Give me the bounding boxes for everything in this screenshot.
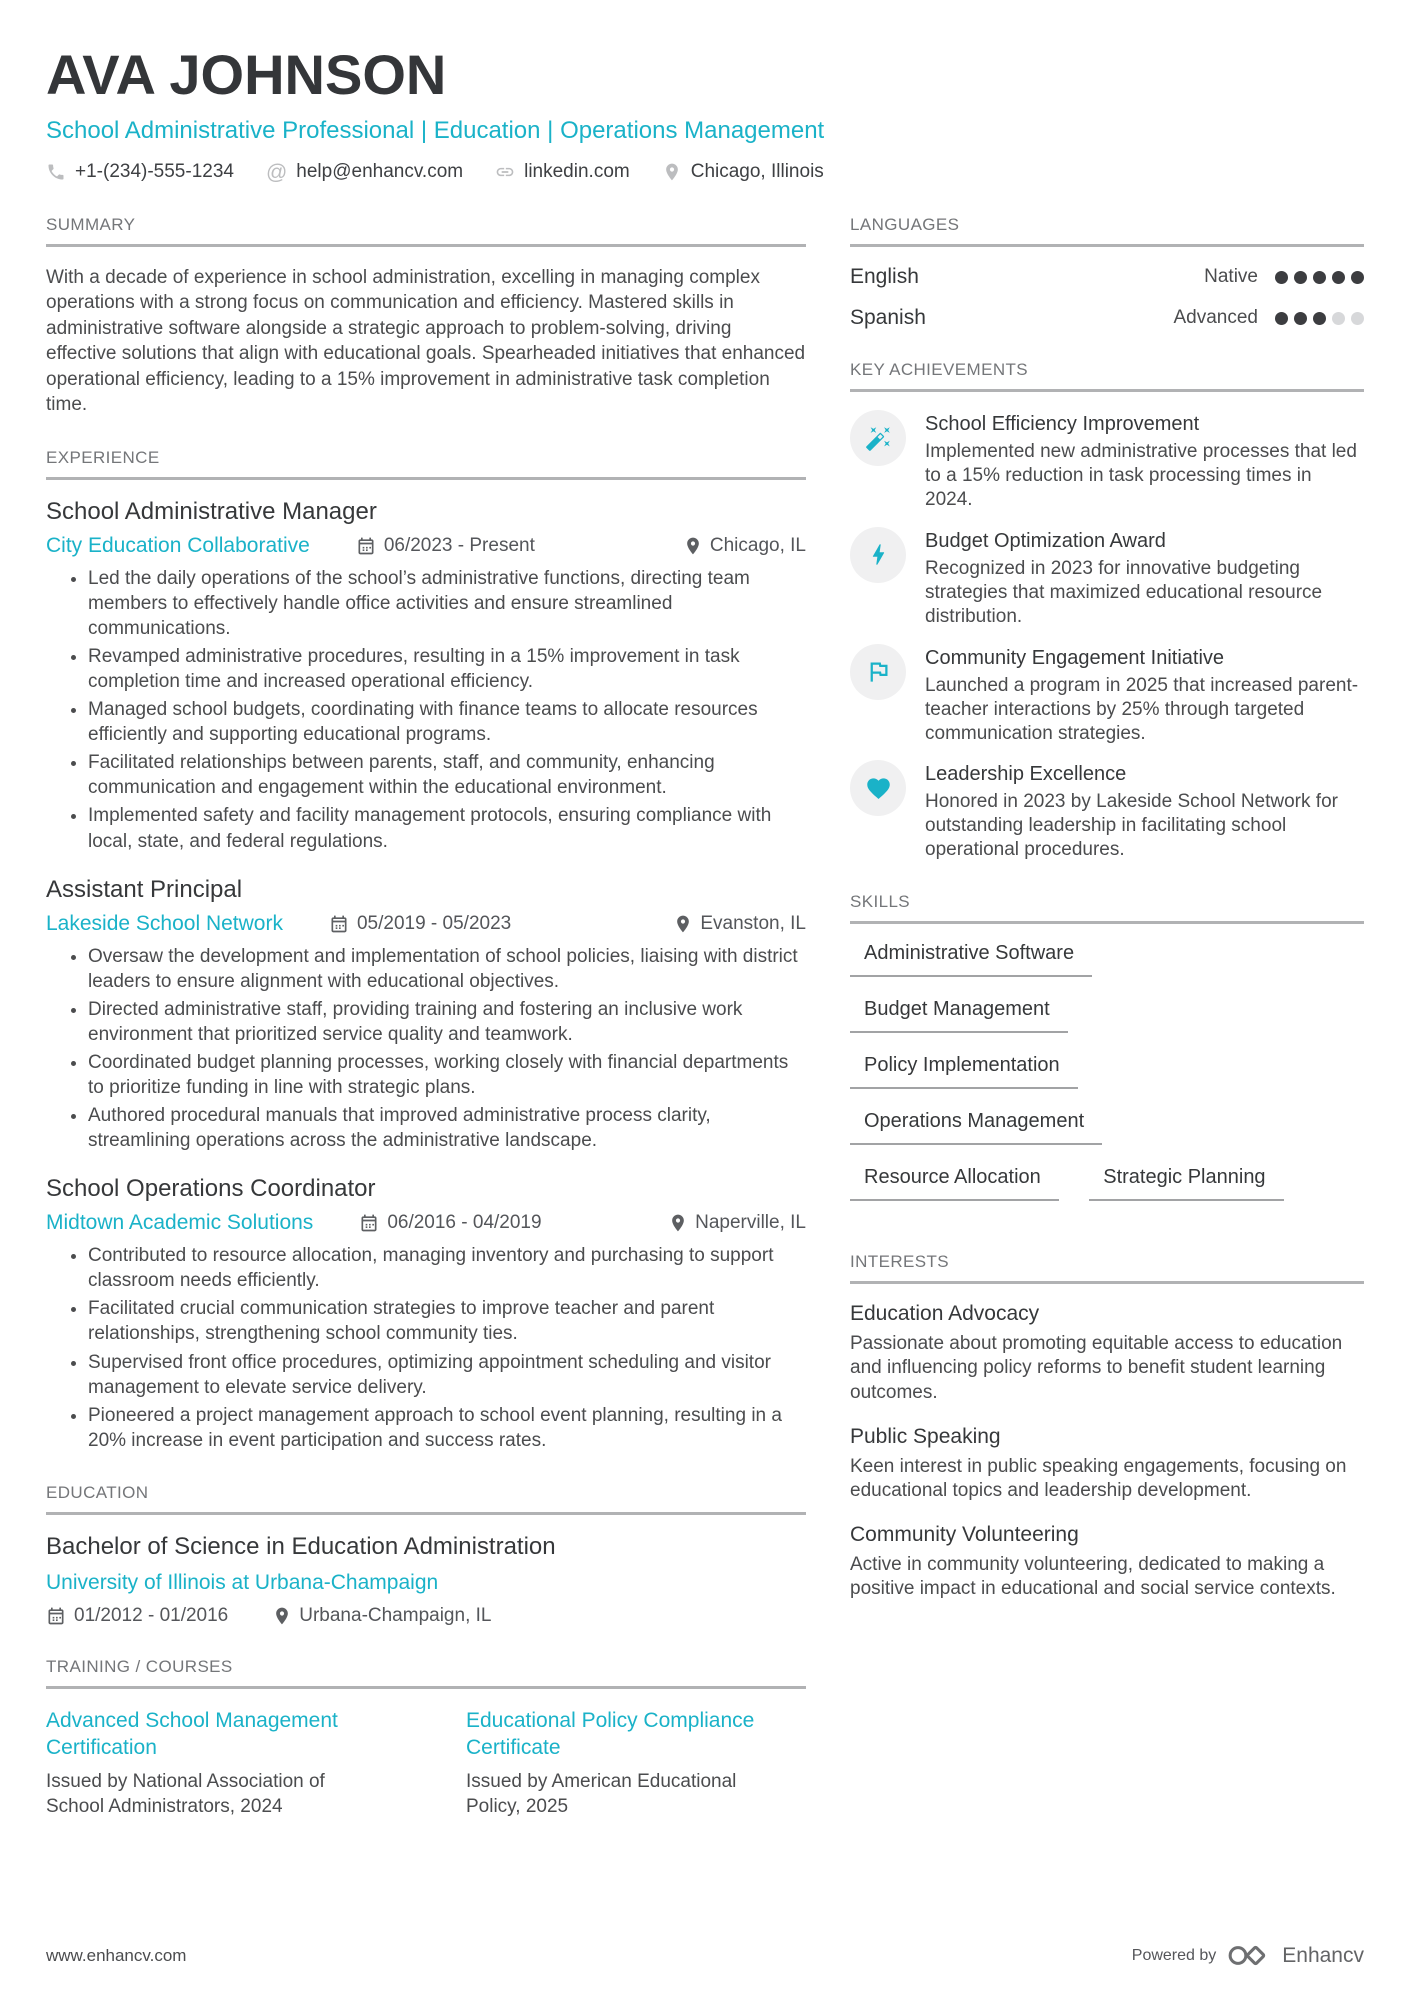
- skill-item: Operations Management: [850, 1110, 1102, 1145]
- languages-heading: LANGUAGES: [850, 215, 1364, 247]
- education-location: [272, 1605, 491, 1627]
- job-meta-row: [46, 1211, 806, 1235]
- enhancv-brand[interactable]: Enhancv: [1282, 1943, 1364, 1967]
- location-pin-icon: [683, 536, 703, 556]
- skill-item: Administrative Software: [850, 942, 1092, 977]
- calendar-icon: [329, 914, 349, 934]
- bullet-item: • Supervised front office procedures, optimizing appointment scheduling and visitor management to elevate service delivery.: [88, 1350, 806, 1400]
- skills-heading: SKILLS: [850, 892, 1364, 924]
- course-title-link[interactable]: Educational Policy Compliance Certificate: [466, 1708, 755, 1760]
- achievement-entry: [850, 410, 1364, 512]
- job-entry: [46, 498, 806, 854]
- headline: School Administrative Professional | Education | Operations Management: [46, 117, 825, 144]
- page-footer: [46, 1942, 1364, 1969]
- course-issuer: Issued by American Educational Policy, 2025: [466, 1771, 737, 1818]
- interest-text: Keen interest in public speaking engagements, focusing on educational topics and leadership development.: [850, 1455, 1347, 1501]
- calendar-icon: [356, 536, 376, 556]
- location-pin-icon: [673, 914, 693, 934]
- job-dates: [359, 1212, 541, 1234]
- summary-section: [46, 215, 806, 418]
- skill-item: Policy Implementation: [850, 1054, 1078, 1089]
- company-link[interactable]: Midtown Academic Solutions: [46, 1211, 314, 1235]
- phone-number: +1-(234)-555-1234: [75, 161, 234, 182]
- interest-title: Public Speaking: [850, 1424, 1001, 1448]
- education-location-text: Urbana-Champaign, IL: [299, 1604, 492, 1626]
- achievements-heading: KEY ACHIEVEMENTS: [850, 360, 1364, 392]
- interest-entry: [850, 1302, 1364, 1404]
- experience-section: [46, 448, 806, 1453]
- skill-item: Strategic Planning: [1089, 1166, 1283, 1201]
- achievements-section: [850, 360, 1364, 862]
- bullet-item: • Directed administrative staff, providing training and fostering an inclusive work environment that prioritized service quality and teamwork.: [88, 997, 806, 1047]
- interest-text: Passionate about promoting equitable access to education and influencing policy reforms to benefit student learning outcomes.: [850, 1333, 1343, 1403]
- bullet-item: • Managed school budgets, coordinating with finance teams to allocate resources efficiently and supporting educational programs.: [88, 697, 806, 747]
- language-level: Native: [1204, 266, 1258, 287]
- achievement-text: Recognized in 2023 for innovative budgeting strategies that maximized educational resource distribution.: [925, 557, 1323, 627]
- job-location-text: Naperville, IL: [695, 1212, 806, 1234]
- contact-website[interactable]: [495, 161, 630, 183]
- training-heading: TRAINING / COURSES: [46, 1657, 806, 1689]
- interest-entry: [850, 1523, 1364, 1601]
- contact-location: [662, 161, 824, 183]
- course-entry: [466, 1707, 766, 1820]
- contact-phone: [46, 161, 234, 183]
- job-location-text: Evanston, IL: [700, 912, 806, 934]
- language-row: [850, 265, 1364, 289]
- right-column: [850, 215, 1364, 1820]
- achievement-title: Leadership Excellence: [925, 763, 1127, 786]
- experience-heading: EXPERIENCE: [46, 448, 806, 480]
- course-entry: [46, 1707, 366, 1820]
- interests-heading: INTERESTS: [850, 1252, 1364, 1284]
- language-row: [850, 306, 1364, 330]
- lightning-bolt-icon: [850, 527, 906, 583]
- job-dates-text: 06/2023 - Present: [383, 534, 535, 556]
- bullet-item: • Facilitated relationships between parents, staff, and community, enhancing communication and engagement within the educational environment.: [88, 750, 806, 800]
- summary-heading: SUMMARY: [46, 215, 806, 247]
- skill-item: Resource Allocation: [850, 1166, 1059, 1201]
- interest-title: Community Volunteering: [850, 1522, 1079, 1546]
- language-proficiency-dots: [1275, 312, 1364, 325]
- language-name: English: [850, 265, 919, 288]
- contact-row: [46, 161, 1364, 183]
- bullet-item: • Led the daily operations of the school’s administrative functions, directing team members to effectively handle office activities and ensure streamlined communications.: [88, 566, 806, 641]
- language-level: Advanced: [1173, 307, 1258, 328]
- education-dates: [46, 1605, 228, 1627]
- course-title-link[interactable]: Advanced School Management Certification: [46, 1708, 338, 1760]
- calendar-icon: [46, 1606, 66, 1626]
- training-section: [46, 1657, 806, 1820]
- bullet-item: • Implemented safety and facility management protocols, ensuring compliance with local, state, and federal regulations.: [88, 803, 806, 853]
- email-address[interactable]: help@enhancv.com: [296, 161, 464, 182]
- achievement-text: Honored in 2023 by Lakeside School Network for outstanding leadership in facilitating school operational procedures.: [925, 791, 1338, 861]
- bullet-item: • Facilitated crucial communication strategies to improve teacher and parent relationships, strengthening school community ties.: [88, 1296, 806, 1346]
- education-section: [46, 1483, 806, 1627]
- enhancv-logo-icon[interactable]: [1227, 1942, 1271, 1969]
- interest-title: Education Advocacy: [850, 1302, 1040, 1326]
- job-title: School Operations Coordinator: [46, 1175, 376, 1203]
- job-location: [683, 535, 806, 557]
- course-list: [46, 1707, 806, 1820]
- achievement-title: Budget Optimization Award: [925, 529, 1166, 552]
- at-icon: @: [265, 160, 288, 184]
- job-bullets: [46, 944, 806, 1154]
- calendar-icon: [359, 1213, 379, 1233]
- bullet-item: • Authored procedural manuals that improved administrative process clarity, streamlining operations across the administrative landscape.: [88, 1103, 806, 1153]
- location-pin-icon: [662, 162, 682, 182]
- job-bullets: [46, 566, 806, 854]
- achievement-text: Implemented new administrative processes that led to a 15% reduction in task processing times in 2024.: [925, 441, 1357, 510]
- language-proficiency-dots: [1275, 271, 1364, 284]
- education-heading: EDUCATION: [46, 1483, 806, 1515]
- school-link[interactable]: University of Illinois at Urbana-Champaign: [46, 1570, 439, 1594]
- phone-icon: [46, 162, 66, 182]
- powered-by-label: Powered by: [1131, 1946, 1217, 1964]
- job-dates: [356, 535, 535, 557]
- skill-item: Budget Management: [850, 998, 1068, 1033]
- bullet-item: • Revamped administrative procedures, resulting in a 15% improvement in task completion time and increased operational efficiency.: [88, 644, 806, 694]
- location-pin-icon: [272, 1606, 292, 1626]
- footer-site-link[interactable]: www.enhancv.com: [46, 1945, 187, 1965]
- achievement-title: Community Engagement Initiative: [925, 646, 1225, 669]
- job-entry: [46, 1175, 806, 1453]
- person-name: AVA JOHNSON: [46, 43, 447, 106]
- language-name: Spanish: [850, 306, 926, 329]
- achievement-text: Launched a program in 2025 that increased parent-teacher interactions by 25% through targeted communication strategies.: [925, 674, 1359, 744]
- job-title: School Administrative Manager: [46, 497, 377, 525]
- languages-section: [850, 215, 1364, 330]
- bullet-item: • Oversaw the development and implementation of school policies, liaising with district leaders to ensure alignment with educational objectives.: [88, 944, 806, 994]
- interests-section: [850, 1252, 1364, 1601]
- location-pin-icon: [668, 1213, 688, 1233]
- website-url[interactable]: linkedin.com: [524, 161, 630, 182]
- resume-header: [46, 42, 1364, 183]
- job-title: Assistant Principal: [46, 875, 243, 903]
- job-location: [668, 1212, 806, 1234]
- company-link[interactable]: City Education Collaborative: [46, 533, 310, 557]
- summary-text: With a decade of experience in school administration, excelling in managing complex operations with a strong focus on communication and efficiency. Mastered skills in administrative software alongside a strategic approach to problem-solving, driving effective solutions that align with educational goals. Spearheaded initiatives that enhanced operational efficiency, leading to a 15% improvement in administrative task completion time.: [46, 267, 806, 416]
- job-bullets: [46, 1243, 806, 1453]
- interest-entry: [850, 1425, 1364, 1503]
- job-location-text: Chicago, IL: [709, 534, 806, 556]
- bullet-item: • Coordinated budget planning processes, working closely with financial departments to prioritize funding in line with strategic plans.: [88, 1050, 806, 1100]
- location-text: Chicago, Illinois: [690, 161, 824, 182]
- link-icon: [495, 162, 515, 182]
- skills-list: [850, 942, 1364, 1222]
- job-location: [673, 913, 806, 935]
- education-meta-row: [46, 1605, 806, 1627]
- bullet-item: • Contributed to resource allocation, managing inventory and purchasing to support classroom needs efficiently.: [88, 1243, 806, 1293]
- company-link[interactable]: Lakeside School Network: [46, 911, 283, 935]
- achievement-entry: [850, 760, 1364, 862]
- contact-email[interactable]: [266, 161, 463, 183]
- job-dates-text: 06/2016 - 04/2019: [387, 1212, 542, 1234]
- job-dates-text: 05/2019 - 05/2023: [356, 912, 512, 934]
- job-meta-row: [46, 912, 806, 936]
- job-dates: [329, 913, 511, 935]
- magic-wand-icon: [850, 410, 906, 466]
- left-column: [46, 215, 806, 1820]
- skills-section: [850, 892, 1364, 1222]
- degree-title: Bachelor of Science in Education Administration: [46, 1532, 556, 1560]
- interest-text: Active in community volunteering, dedicated to making a positive impact in educational and social service contexts.: [850, 1553, 1336, 1599]
- achievement-entry: [850, 527, 1364, 629]
- education-dates-text: 01/2012 - 01/2016: [74, 1604, 229, 1626]
- course-issuer: Issued by National Association of School Administrators, 2024: [46, 1771, 325, 1818]
- job-meta-row: [46, 534, 806, 558]
- heart-icon: [850, 760, 906, 816]
- two-column-body: [46, 215, 1364, 1820]
- achievement-entry: [850, 644, 1364, 746]
- job-entry: [46, 876, 806, 1154]
- achievement-title: School Efficiency Improvement: [925, 413, 1200, 435]
- flag-icon: [850, 644, 906, 700]
- bullet-item: • Pioneered a project management approach to school event planning, resulting in a 20% increase in event participation and success rates.: [88, 1403, 806, 1453]
